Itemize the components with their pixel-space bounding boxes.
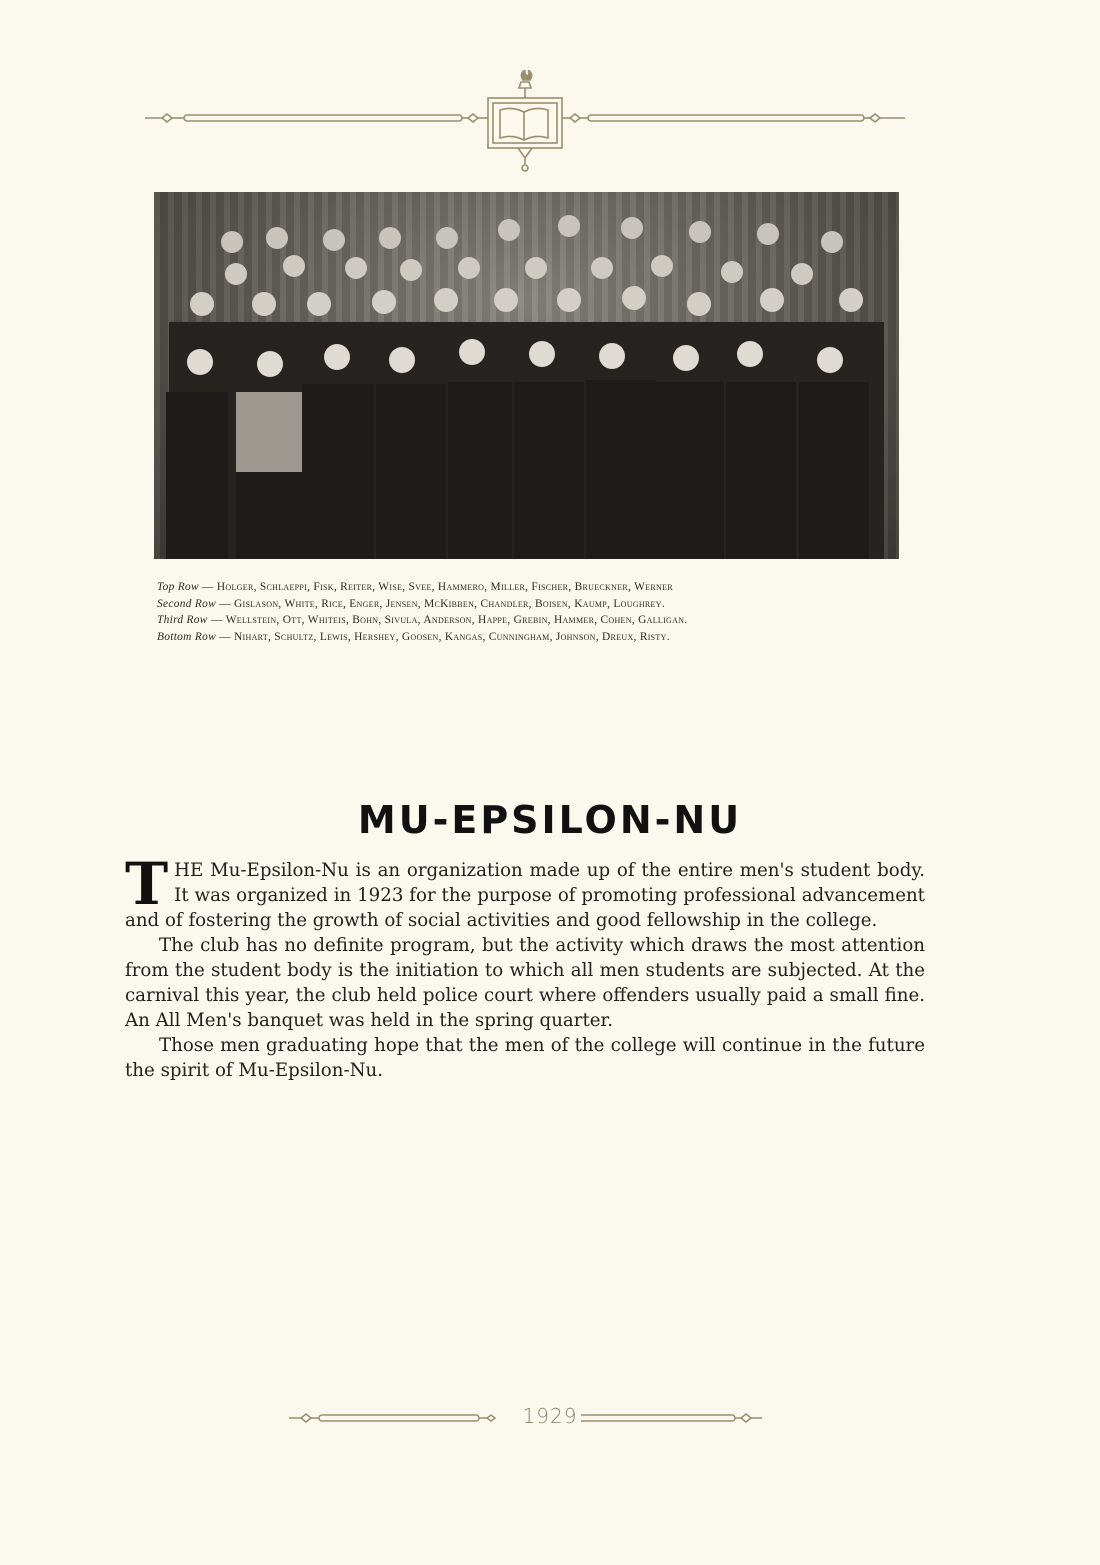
paragraph-1: THE Mu-Epsilon-Nu is an organization made up of the entire men's student body. It was organized in 1923 for the purpose of promoting professional advancement and of fostering the growth of social activities and good fellowship in the college. — [125, 850, 925, 931]
footer-year: 1929 — [0, 1404, 1100, 1428]
article-body — [125, 850, 925, 1083]
caption-top-row: Top Row — Holger, Schlaeppi, Fisk, Reiter, Wise, Svee, Hammero, Miller, Fischer, Brueckner, Werner — [157, 581, 673, 593]
photo-captions — [157, 579, 917, 645]
drop-cap: T — [125, 850, 169, 918]
caption-bottom-row: Bottom Row — Nihart, Schultz, Lewis, Hershey, Goosen, Kangas, Cunningham, Johnson, Dreux, Risty. — [157, 630, 670, 643]
paragraph-2: The club has no definite program, but the activity which draws the most attention from the student body is the initiation to which all men students are subjected. At the carnival this year, the club held police court where offenders usually paid a small fine. An All Men's banquet was held in the spring quarter. — [125, 935, 925, 1031]
group-photograph — [154, 192, 899, 559]
torch-book-emblem-icon — [140, 70, 910, 180]
group-photo-figures — [154, 192, 899, 559]
page-title: MU-EPSILON-NU — [357, 798, 743, 842]
caption-third-row: Third Row — Wellstein, Ott, Whiteis, Bohn, Sivula, Anderson, Happe, Grebin, Hammer, Cohen, Galligan. — [157, 614, 688, 627]
caption-second-row: Second Row — Gislason, White, Rice, Enger, Jensen, McKibben, Chandler, Boisen, Kaump, Loughrey. — [157, 597, 665, 610]
paragraph-3: Those men graduating hope that the men of the college will continue in the future the spirit of Mu-Epsilon-Nu. — [125, 1035, 925, 1081]
